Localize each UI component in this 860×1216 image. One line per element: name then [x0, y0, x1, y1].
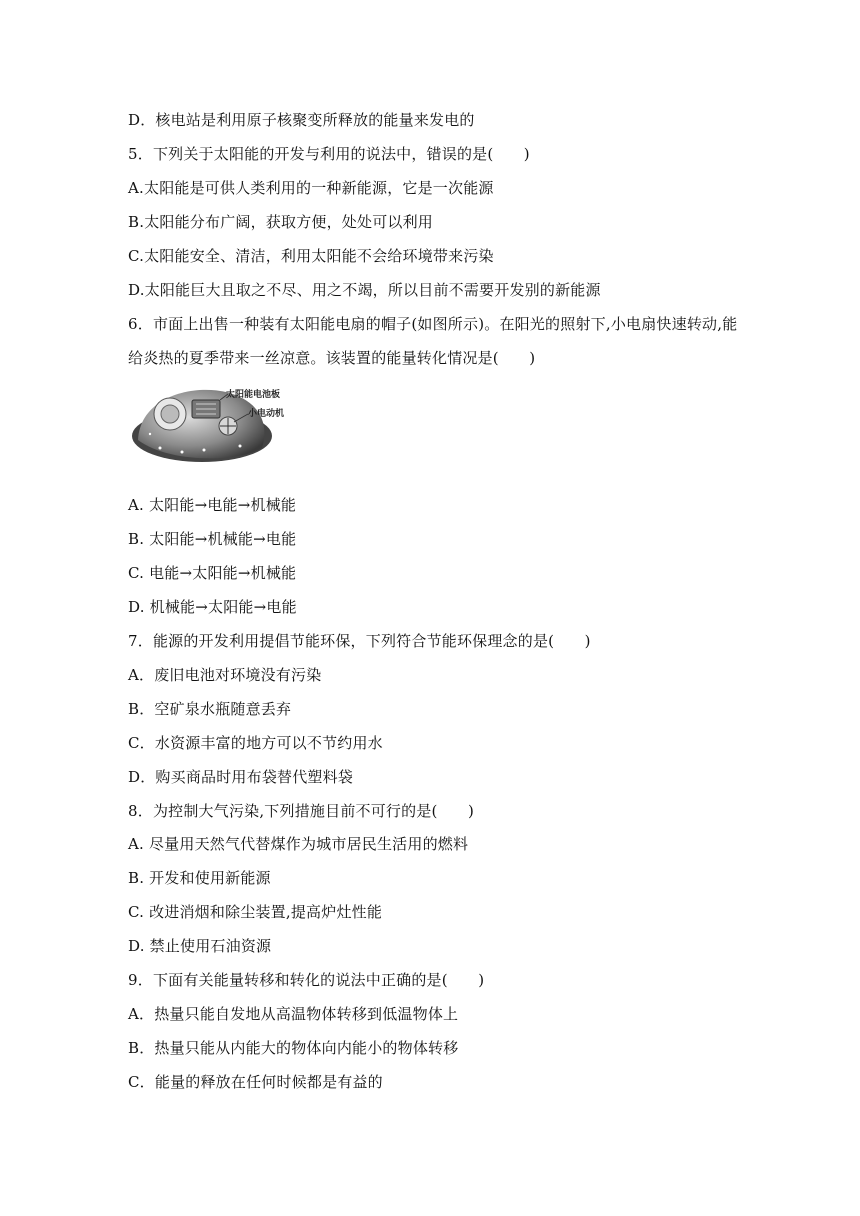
option-6d: D. 机械能→太阳能→电能: [128, 598, 297, 616]
option-9c: C．能量的释放在任何时候都是有益的: [128, 1073, 383, 1091]
label-solar-panel: 太阳能电池板: [226, 390, 281, 400]
option-7c: C．水资源丰富的地方可以不节约用水: [128, 734, 383, 752]
option-9a: A．热量只能自发地从高温物体转移到低温物体上: [128, 1005, 459, 1023]
option-5c: C.太阳能安全、清洁，利用太阳能不会给环境带来污染: [128, 247, 494, 265]
question-7: 7．能源的开发利用提倡节能环保，下列符合节能环保理念的是( ): [128, 632, 591, 650]
option-6a: A. 太阳能→电能→机械能: [128, 496, 297, 514]
option-5a: A.太阳能是可供人类利用的一种新能源，它是一次能源: [128, 179, 494, 197]
option-9b: B．热量只能从内能大的物体向内能小的物体转移: [128, 1039, 459, 1057]
question-6-line2: 给炎热的夏季带来一丝凉意。该装置的能量转化情况是( ): [128, 349, 536, 367]
option-8d: D. 禁止使用石油资源: [128, 937, 272, 955]
option-8c: C. 改进消烟和除尘装置,提高炉灶性能: [128, 903, 383, 921]
question-8: 8．为控制大气污染,下列措施目前不可行的是( ): [128, 802, 475, 820]
option-6b: B. 太阳能→机械能→电能: [128, 530, 297, 548]
question-6-line1: 6．市面上出售一种装有太阳能电扇的帽子(如图所示)。在阳光的照射下,小电扇快速转动,能: [128, 315, 738, 333]
option-7a: A．废旧电池对环境没有污染: [128, 666, 322, 684]
line-q4-d: D．核电站是利用原子核聚变所释放的能量来发电的: [128, 111, 475, 129]
option-5b: B.太阳能分布广阔，获取方便，处处可以利用: [128, 213, 433, 231]
option-8b: B. 开发和使用新能源: [128, 869, 271, 887]
question-9: 9．下面有关能量转移和转化的说法中正确的是( ): [128, 971, 485, 989]
label-small-motor: 小电动机: [248, 409, 285, 419]
option-8a: A. 尽量用天然气代替煤作为城市居民生活用的燃料: [128, 835, 469, 853]
option-5d: D.太阳能巨大且取之不尽、用之不竭，所以目前不需要开发别的新能源: [128, 281, 601, 299]
option-7b: B．空矿泉水瓶随意丢弃: [128, 700, 292, 718]
option-6c: C. 电能→太阳能→机械能: [128, 564, 297, 582]
question-5: 5．下列关于太阳能的开发与利用的说法中，错误的是( ): [128, 145, 530, 163]
option-7d: D．购买商品时用布袋替代塑料袋: [128, 768, 354, 786]
solar-fan-hat-figure: [130, 378, 285, 466]
